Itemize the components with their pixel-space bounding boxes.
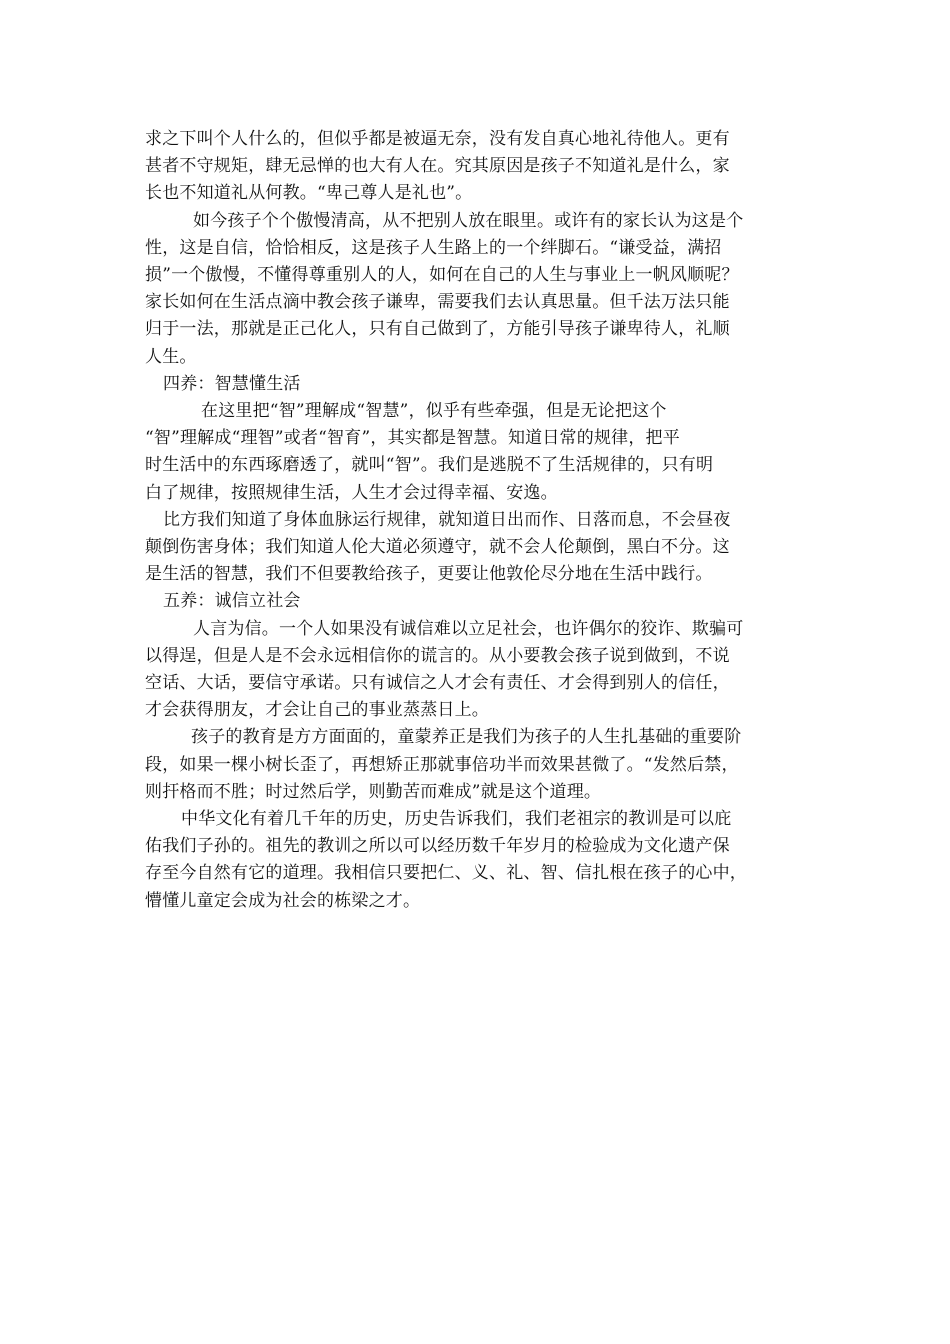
text-line: 颠倒伤害身体；我们知道人伦大道必须遵守，就不会人伦颠倒，黑白不分。这 — [145, 537, 730, 558]
text-line: 甚者不守规矩，肆无忌惮的也大有人在。究其原因是孩子不知道礼是什么，家 — [145, 156, 730, 177]
text-line: 空话、大话，要信守承诺。只有诚信之人才会有责任、才会得到别人的信任， — [145, 673, 730, 694]
text-line: 是生活的智慧，我们不但要教给孩子，更要让他敦伦尽分地在生活中践行。 — [145, 564, 713, 585]
text-line: 孩子的教育是方方面面的，童蒙养正是我们为孩子的人生扎基础的重要阶 — [191, 727, 742, 748]
text-line: 比方我们知道了身体血脉运行规律，就知道日出而作、日落而息，不会昼夜 — [163, 509, 731, 530]
body-text — [145, 126, 825, 915]
text-line: “智”理解成“理智”或者“智育”，其实都是智慧。知道日常的规律，把平 — [145, 428, 680, 449]
text-line: 性，这是自信，恰恰相反，这是孩子人生路上的一个绊脚石。“谦受益，满招 — [145, 237, 722, 258]
text-line: 损”一个傲慢，不懂得尊重别人的人，如何在自己的人生与事业上一帆风顺呢？ — [145, 265, 739, 286]
text-line: 存至今自然有它的道理。我相信只要把仁、义、礼、智、信扎根在孩子的心中， — [145, 863, 747, 884]
text-line: 则扞格而不胜；时过然后学，则勤苦而难成”就是这个道理。 — [145, 781, 602, 802]
section-heading: 四养：智慧懂生活 — [163, 373, 301, 394]
text-line: 长也不知道礼从何教。“卑己尊人是礼也”。 — [145, 183, 473, 204]
section-heading: 五养：诚信立社会 — [163, 591, 301, 612]
text-line: 才会获得朋友，才会让自己的事业蒸蒸日上。 — [145, 700, 489, 721]
text-line: 以得逞，但是人是不会永远相信你的谎言的。从小要教会孩子说到做到，不说 — [145, 645, 730, 666]
text-line: 如今孩子个个傲慢清高，从不把别人放在眼里。或许有的家长认为这是个 — [193, 210, 744, 231]
text-line: 归于一法，那就是正己化人，只有自己做到了，方能引导孩子谦卑待人，礼顺 — [145, 319, 730, 340]
text-line: 人生。 — [145, 346, 197, 367]
text-line: 时生活中的东西琢磨透了，就叫“智”。我们是逃脱不了生活规律的，只有明 — [145, 455, 714, 476]
text-line: 段，如果一棵小树长歪了，再想矫正那就事倍功半而效果甚微了。“发然后禁， — [145, 754, 739, 775]
text-line: 求之下叫个人什么的，但似乎都是被逼无奈，没有发自真心地礼待他人。更有 — [145, 129, 730, 149]
text-line: 佑我们子孙的。祖先的教训之所以可以经历数千年岁月的检验成为文化遗产保 — [145, 836, 730, 857]
text-line: 在这里把“智”理解成“智慧”，似乎有些牵强，但是无论把这个 — [201, 401, 667, 422]
text-line: 中华文化有着几千年的历史，历史告诉我们，我们老祖宗的教训是可以庇 — [181, 809, 732, 830]
text-line: 懵懂儿童定会成为社会的栋梁之才。 — [145, 890, 421, 911]
text-line: 人言为信。一个人如果没有诚信难以立足社会，也许偶尔的狡诈、欺骗可 — [193, 618, 744, 639]
text-line: 白了规律，按照规律生活，人生才会过得幸福、安逸。 — [145, 482, 558, 503]
text-line: 家长如何在生活点滴中教会孩子谦卑，需要我们去认真思量。但千法万法只能 — [145, 292, 730, 313]
